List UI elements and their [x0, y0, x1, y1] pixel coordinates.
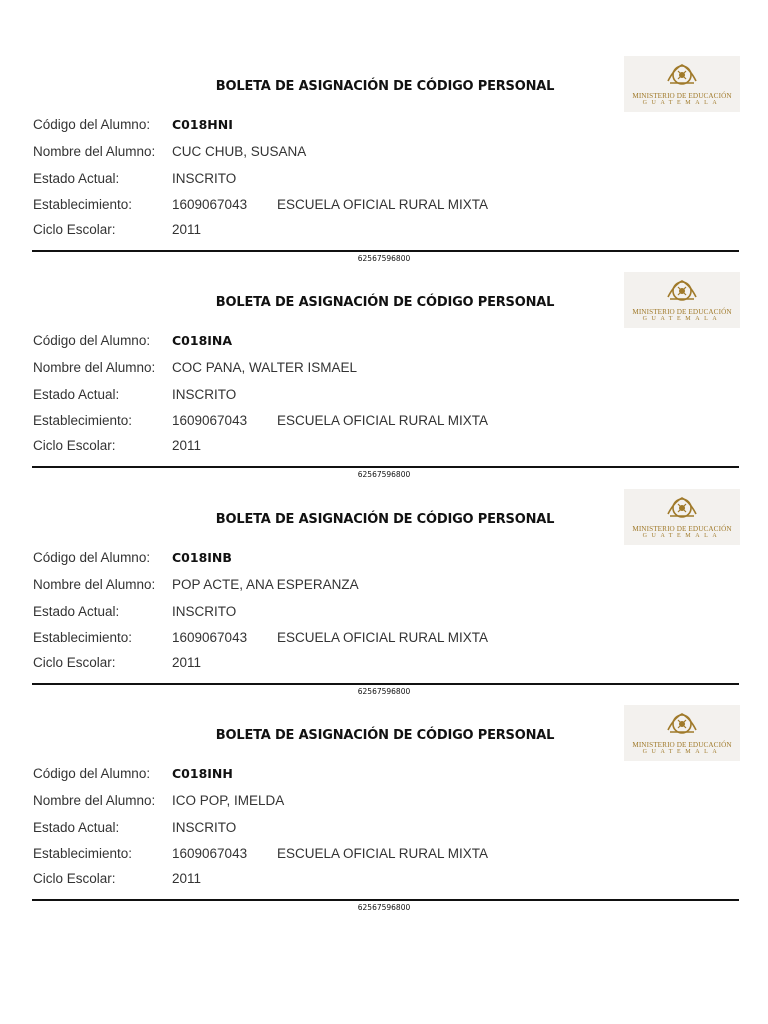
logo-text-country: GUATEMALA: [642, 316, 722, 322]
ciclo-value: 2011: [172, 655, 202, 670]
estado-label: Estado Actual:: [33, 820, 120, 835]
ciclo-value: 2011: [172, 438, 202, 453]
logo-text-ministry: MINISTERIO DE EDUCACIÓN: [632, 741, 732, 749]
ciclo-label: Ciclo Escolar:: [33, 871, 116, 886]
slip-title: BOLETA DE ASIGNACIÓN DE CÓDIGO PERSONAL: [215, 512, 555, 527]
ciclo-value: 2011: [172, 222, 202, 237]
establecimiento-label: Establecimiento:: [33, 413, 133, 428]
barcode-number: 62567596800: [357, 903, 411, 912]
estado-label: Estado Actual:: [33, 604, 120, 619]
coat-of-arms-icon: [664, 277, 700, 307]
assignment-slip: [0, 649, 768, 912]
codigo-label: Código del Alumno:: [33, 117, 151, 132]
ministry-logo: [624, 272, 740, 328]
codigo-value: C018INA: [172, 333, 233, 348]
establecimiento-code: 1609067043: [172, 413, 248, 428]
establecimiento-code: 1609067043: [172, 197, 248, 212]
establecimiento-name: ESCUELA OFICIAL RURAL MIXTA: [277, 630, 489, 645]
assignment-slip: [0, 216, 768, 479]
nombre-label: Nombre del Alumno:: [33, 793, 156, 808]
ciclo-label: Ciclo Escolar:: [33, 222, 116, 237]
estado-value: INSCRITO: [172, 604, 237, 619]
estado-value: INSCRITO: [172, 171, 237, 186]
establecimiento-label: Establecimiento:: [33, 846, 133, 861]
nombre-value: CUC CHUB, SUSANA: [172, 144, 307, 159]
slip-title: BOLETA DE ASIGNACIÓN DE CÓDIGO PERSONAL: [215, 79, 555, 94]
slip-title: BOLETA DE ASIGNACIÓN DE CÓDIGO PERSONAL: [215, 728, 555, 743]
codigo-value: C018INB: [172, 550, 232, 565]
nombre-label: Nombre del Alumno:: [33, 360, 156, 375]
establecimiento-name: ESCUELA OFICIAL RURAL MIXTA: [277, 197, 489, 212]
nombre-value: COC PANA, WALTER ISMAEL: [172, 360, 358, 375]
ciclo-label: Ciclo Escolar:: [33, 438, 116, 453]
logo-text-ministry: MINISTERIO DE EDUCACIÓN: [632, 92, 732, 100]
nombre-label: Nombre del Alumno:: [33, 577, 156, 592]
barcode-number: 62567596800: [357, 470, 411, 479]
codigo-value: C018HNI: [172, 117, 233, 132]
coat-of-arms-icon: [664, 61, 700, 91]
codigo-value: C018INH: [172, 766, 233, 781]
establecimiento-code: 1609067043: [172, 846, 248, 861]
estado-label: Estado Actual:: [33, 387, 120, 402]
barcode-number: 62567596800: [357, 687, 411, 696]
estado-value: INSCRITO: [172, 820, 237, 835]
estado-label: Estado Actual:: [33, 171, 120, 186]
ministry-logo: [624, 705, 740, 761]
slip-title: BOLETA DE ASIGNACIÓN DE CÓDIGO PERSONAL: [215, 295, 555, 310]
coat-of-arms-icon: [664, 710, 700, 740]
logo-text-ministry: MINISTERIO DE EDUCACIÓN: [632, 525, 732, 533]
coat-of-arms-icon: [664, 494, 700, 524]
ministry-logo: [624, 489, 740, 545]
establecimiento-name: ESCUELA OFICIAL RURAL MIXTA: [277, 413, 489, 428]
estado-value: INSCRITO: [172, 387, 237, 402]
nombre-value: POP ACTE, ANA ESPERANZA: [172, 577, 359, 592]
codigo-label: Código del Alumno:: [33, 333, 151, 348]
logo-text-country: GUATEMALA: [642, 749, 722, 755]
nombre-label: Nombre del Alumno:: [33, 144, 156, 159]
establecimiento-name: ESCUELA OFICIAL RURAL MIXTA: [277, 846, 489, 861]
barcode-number: 62567596800: [357, 254, 411, 263]
codigo-label: Código del Alumno:: [33, 766, 151, 781]
nombre-value: ICO POP, IMELDA: [172, 793, 285, 808]
ministry-logo: [624, 56, 740, 112]
ciclo-label: Ciclo Escolar:: [33, 655, 116, 670]
assignment-slip: [0, 0, 768, 263]
establecimiento-code: 1609067043: [172, 630, 248, 645]
ciclo-value: 2011: [172, 871, 202, 886]
logo-text-country: GUATEMALA: [642, 533, 722, 539]
logo-text-ministry: MINISTERIO DE EDUCACIÓN: [632, 308, 732, 316]
codigo-label: Código del Alumno:: [33, 550, 151, 565]
assignment-slip: [0, 433, 768, 696]
establecimiento-label: Establecimiento:: [33, 197, 133, 212]
separator-line: [32, 899, 739, 901]
establecimiento-label: Establecimiento:: [33, 630, 133, 645]
logo-text-country: GUATEMALA: [642, 100, 722, 106]
